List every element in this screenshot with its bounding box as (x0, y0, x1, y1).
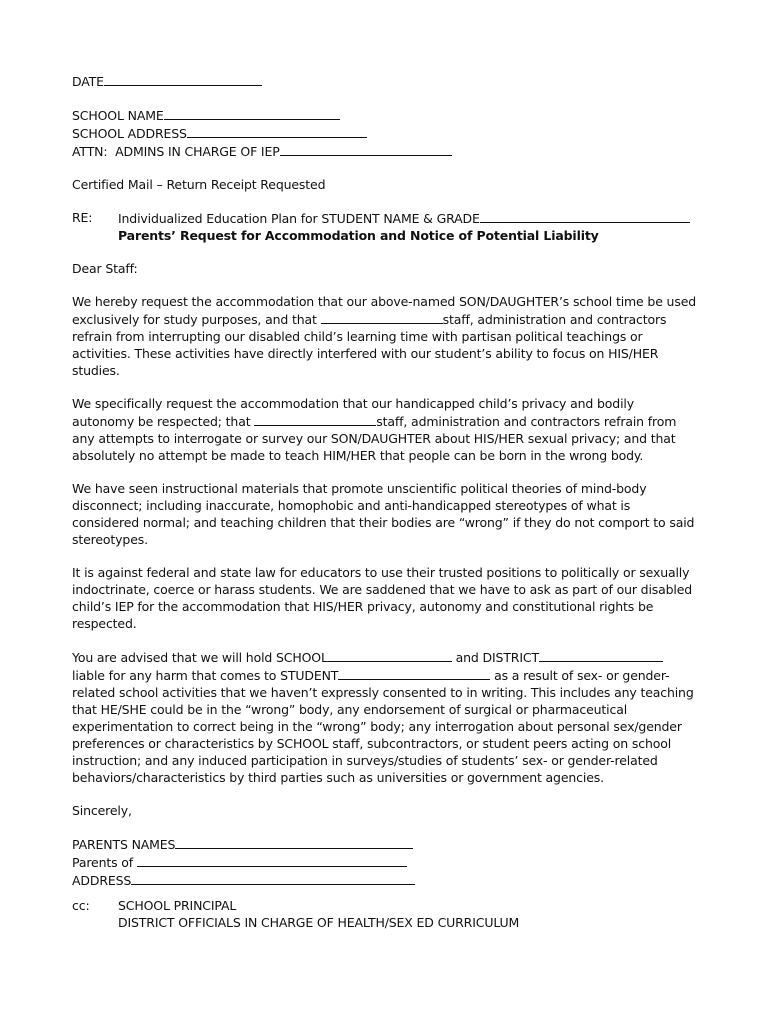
cc-line-2: DISTRICT OFFICIALS IN CHARGE OF HEALTH/SEX ED CURRICULUM (118, 915, 520, 930)
cc-label: cc: (72, 898, 90, 913)
paragraph-5-text-a: You are advised that we will hold SCHOOL (72, 650, 328, 665)
re-subject: Individualized Education Plan for STUDENT NAME & GRADE (118, 211, 480, 226)
school-address-blank (187, 124, 367, 138)
district-blank (539, 648, 663, 662)
parents-names-line (72, 835, 698, 853)
paragraph-2 (72, 395, 698, 464)
re-line-2: Parents’ Request for Accommodation and Notice of Potential Liability (118, 228, 599, 243)
closing: Sincerely, (72, 803, 132, 818)
student-blank (338, 666, 490, 680)
paragraph-5-text-d: as a result of sex- or gender-related school activities that we haven’t expressly consented to in writing. This includes any teaching that HE/SHE could be in the “wrong” body, any endorsement of surgical or pharmaceutical experimentation to correct being in the “wrong” body; any interrogation about personal sex/gender preferences or characteristics by SCHOOL staff, subcontractors, or student peers acting on school instruction; and any induced participation in surveys/studies of students’ sex- or gender-related behaviors/characteristics by third parties such as universities or government agencies. (72, 668, 694, 785)
parents-of-label: Parents of (72, 855, 137, 870)
paragraph-1 (72, 293, 698, 379)
school-name-blank (164, 106, 340, 120)
paragraph-1-text-a: We hereby request the accommodation that our above-named SON/DAUGHTER’s school time be used exclusively for study purposes, and that (72, 294, 697, 327)
cc-block (72, 897, 698, 931)
cc-line-1: SCHOOL PRINCIPAL (118, 898, 237, 913)
paragraph-3: We have seen instructional materials that promote unscientific political theories of mind-body disconnect; including inaccurate, homophobic and anti-handicapped stereotypes of what is considered normal; and teaching children that their bodies are “wrong” if they do not comport to said stereotypes. (72, 481, 695, 547)
parents-of-line (72, 853, 698, 871)
school-address-line (72, 124, 698, 142)
letter-body (72, 72, 698, 931)
attn-label: ATTN: ADMINS IN CHARGE OF IEP (72, 144, 280, 159)
date-label: DATE (72, 74, 104, 89)
parents-names-blank (175, 835, 413, 849)
parents-of-blank (137, 853, 407, 867)
paragraph-2-text-b: staff, administration and contractors refrain from any attempts to interrogate or survey our SON/DAUGHTER about HIS/HER sexual privacy; and that absolutely no attempt be made to teach HIM/HER that people can be born in the wrong body. (72, 414, 677, 463)
attn-line (72, 142, 698, 160)
paragraph-2-blank (254, 412, 376, 426)
paragraph-5-text-c: liable for any harm that comes to STUDENT (72, 668, 339, 683)
paragraph-4: It is against federal and state law for educators to use their trusted positions to politically or sexually indoctrinate, coerce or harass students. We are saddened that we have to ask as part of our disabled child’s IEP for the accommodation that HIS/HER privacy, autonomy and constitutional rights be respected. (72, 565, 693, 631)
re-label: RE: (72, 210, 93, 225)
school-name-line (72, 106, 698, 124)
paragraph-1-text-b: staff, administration and contractors refrain from interrupting our disabled child’s learning time with partisan political teachings or activities. These activities have directly interfered with our student’s ability to focus on HIS/HER studies. (72, 312, 667, 378)
date-blank (104, 72, 262, 86)
delivery-method: Certified Mail – Return Receipt Requested (72, 177, 326, 192)
address-blank (131, 871, 415, 885)
paragraph-5-text-b: and DISTRICT (451, 650, 539, 665)
student-grade-blank (480, 209, 690, 223)
re-line-1 (118, 209, 698, 227)
date-line (72, 72, 698, 90)
paragraph-5 (72, 648, 698, 786)
address-label: ADDRESS (72, 873, 132, 888)
school-name-label: SCHOOL NAME (72, 108, 164, 123)
paragraph-2-text-a: We specifically request the accommodation that our handicapped child’s privacy and bodily autonomy be respected; that (72, 396, 634, 429)
parents-names-label: PARENTS NAMES (72, 837, 176, 852)
salutation: Dear Staff: (72, 261, 138, 276)
paragraph-1-blank (321, 310, 443, 324)
attn-blank (280, 142, 452, 156)
re-block (72, 209, 698, 244)
school-blank (328, 648, 452, 662)
address-line (72, 871, 698, 889)
school-address-label: SCHOOL ADDRESS (72, 126, 187, 141)
